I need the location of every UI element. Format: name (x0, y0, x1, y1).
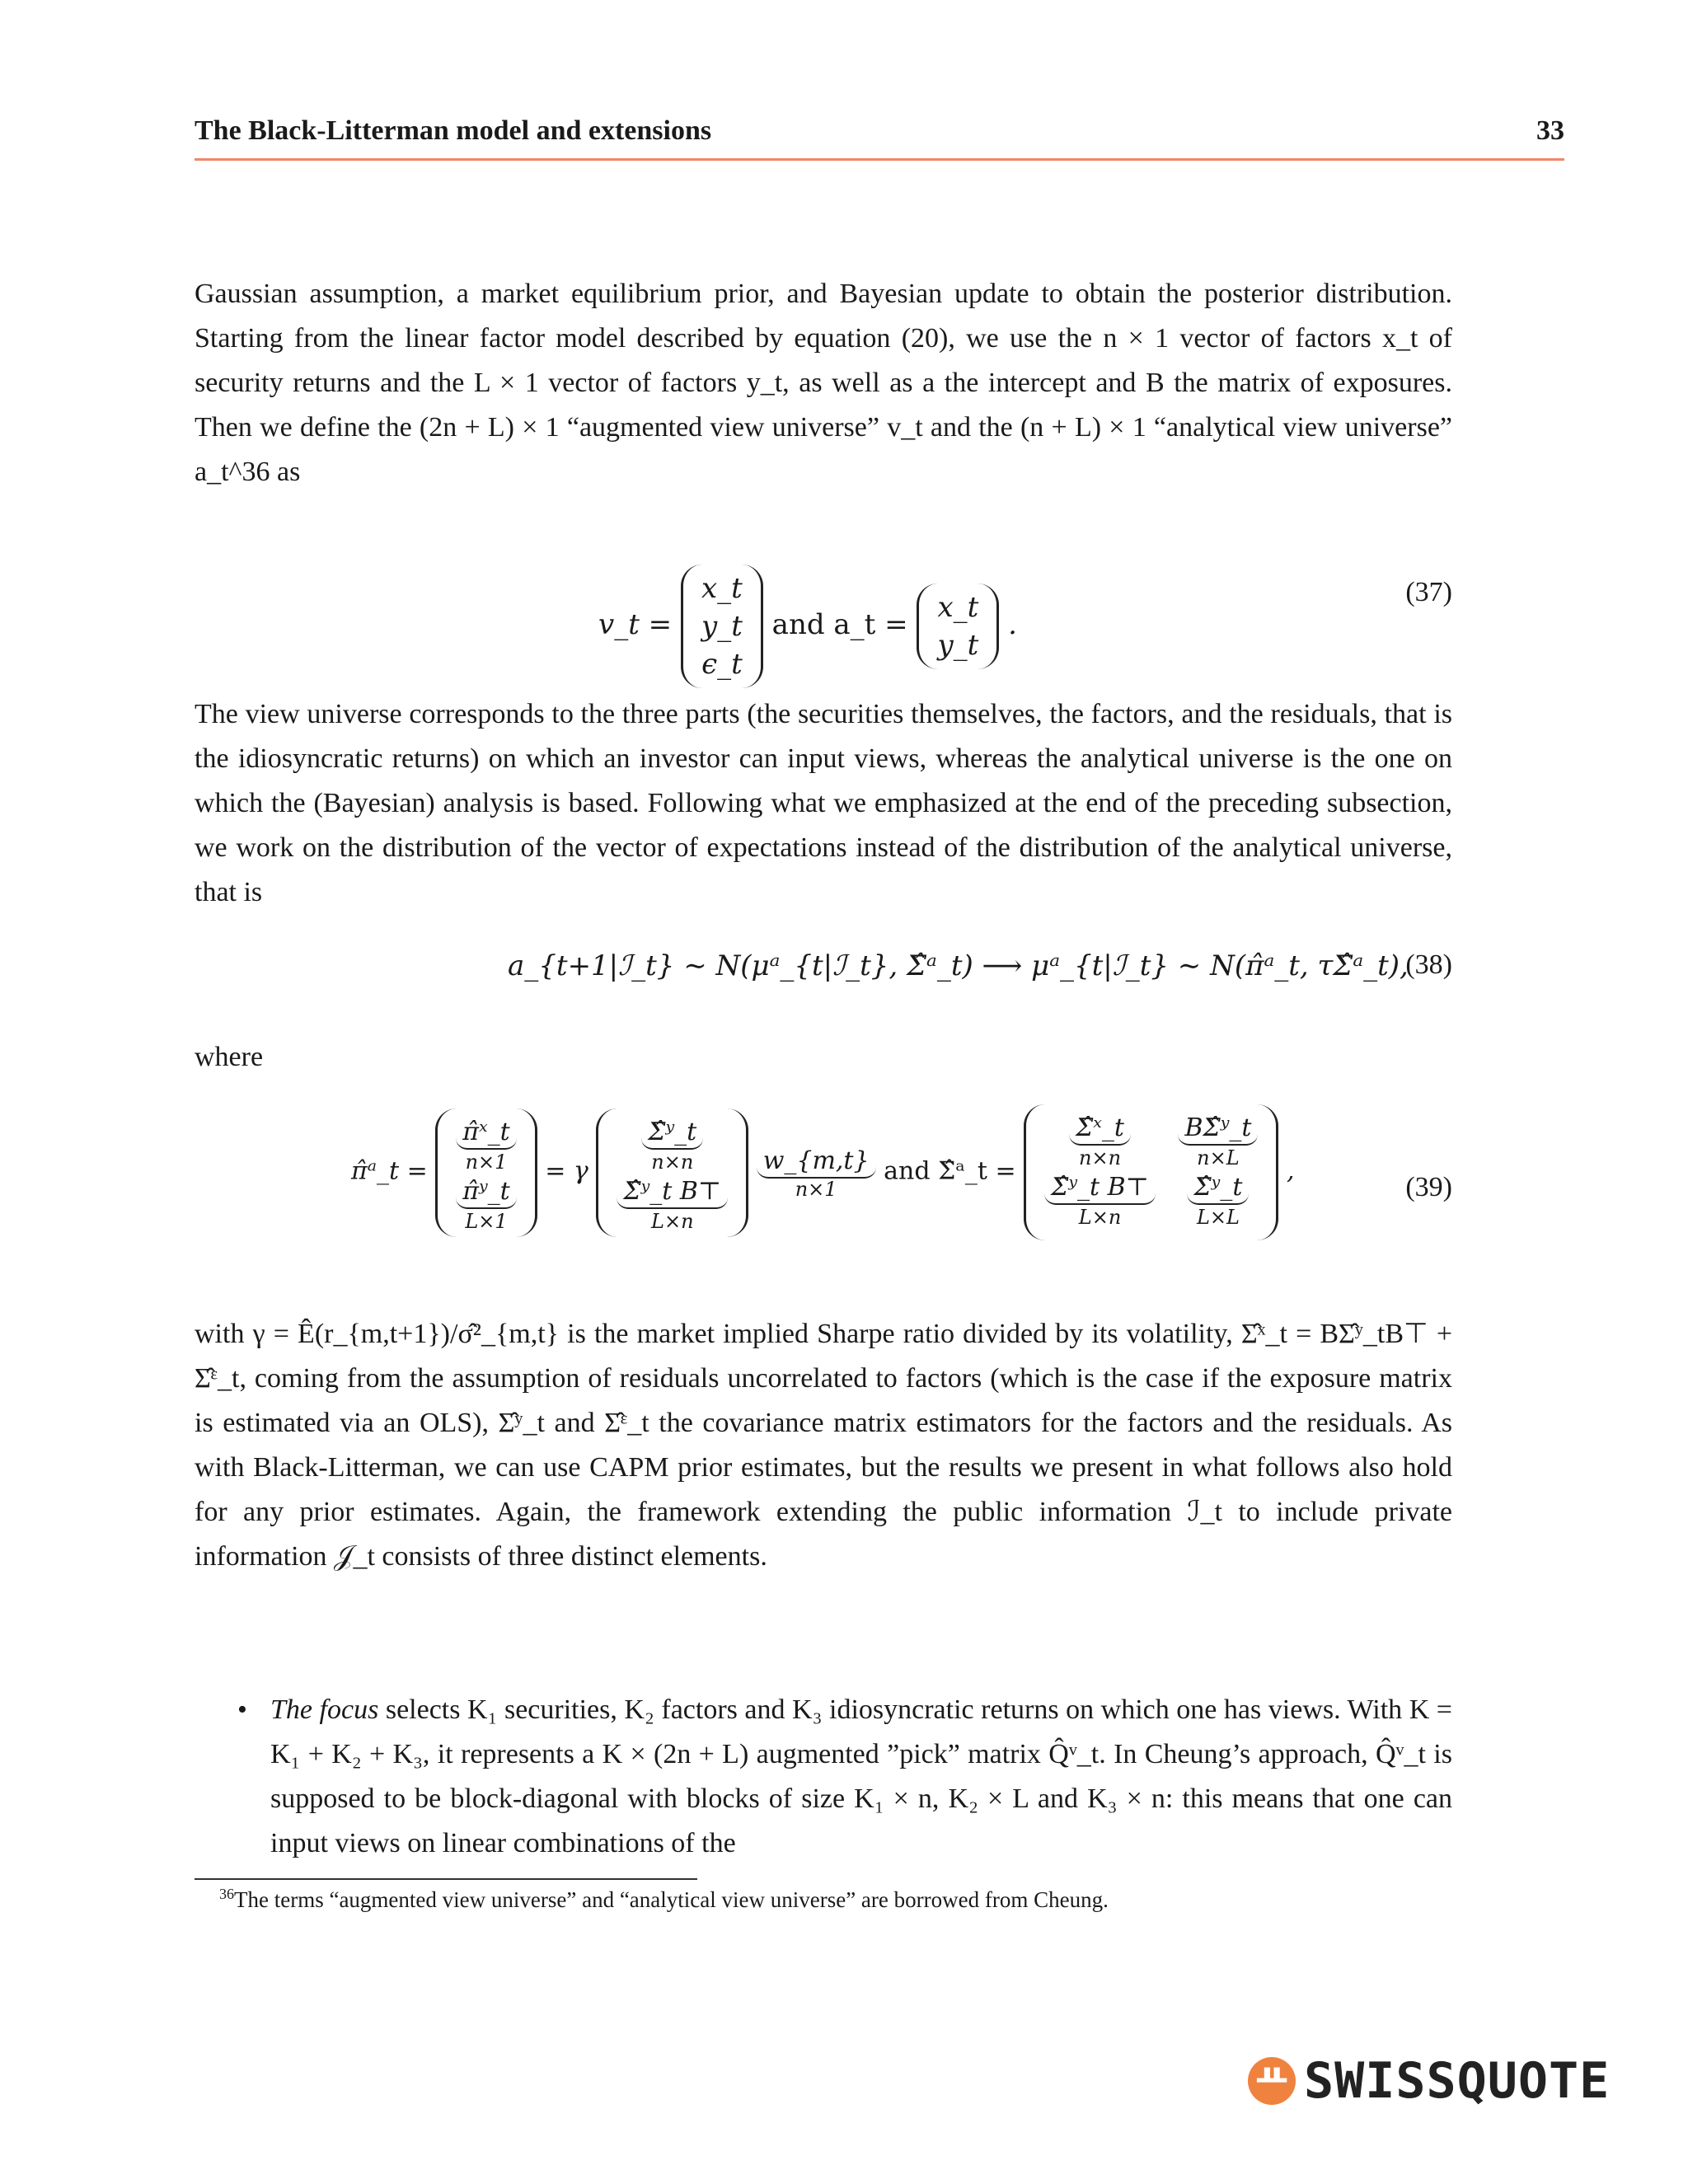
logo-mark-glyph: ᚇ (1257, 2060, 1287, 2097)
eq39-sigma-label: L×n (651, 1209, 694, 1233)
eq37-v-entry: x_t (701, 572, 743, 605)
eq39-end: , (1286, 1156, 1295, 1186)
eq39-w-label: n×1 (795, 1177, 837, 1201)
paragraph-1 (195, 272, 1452, 494)
eq37-end: . (1008, 608, 1017, 641)
eq39-gamma: = γ (545, 1156, 588, 1186)
running-title: The Black-Litterman model and extensions (195, 115, 712, 146)
eq39-big-entry: Σ̂ˣ_t (1069, 1113, 1131, 1146)
eq39-big-entry: Σ̂ʸ_t (1187, 1172, 1249, 1205)
eq39-big-col (1044, 1109, 1156, 1228)
eq39-big-label: L×n (1078, 1206, 1122, 1229)
eq39-big-entry: Σ̂ʸ_t B⊤ (1044, 1172, 1156, 1205)
eq37-v-lhs: v_t = (598, 608, 673, 641)
eq39-sigma-entry: Σ̂ʸ_t B⊤ (617, 1176, 728, 1209)
page-header (195, 115, 1564, 161)
bullet-list (195, 1688, 1452, 1866)
equation-39 (195, 1096, 1452, 1286)
eq38-body: a_{t+1|ℐ_t} ∼ N(μᵃ_{t|ℐ_t}, Σ̂ᵃ_t) ⟶ μᵃ_{t|ℐ_t} ∼ N(π̂ᵃ_t, τΣ̂ᵃ_t), (508, 949, 1409, 982)
footnote (219, 1886, 1109, 1913)
swissquote-mark-icon (1248, 2057, 1296, 2105)
eq39-big-label: n×n (1079, 1146, 1122, 1169)
eq39-sigma-vector (596, 1108, 748, 1237)
eq37-v-vector (681, 565, 763, 688)
eq39-number: (39) (1405, 1172, 1452, 1202)
eq39-sigma-label: n×n (651, 1150, 694, 1174)
swissquote-logo (1248, 2052, 1610, 2110)
eq39-pi-entry: π̂ʸ_t (456, 1176, 516, 1209)
eq37-body (598, 565, 1017, 688)
eq39-and: and Σ̂ᵃ_t = (884, 1156, 1016, 1186)
eq39-big-entry: BΣ̂ʸ_t (1178, 1113, 1258, 1146)
logo-wordmark: SWISSQUOTE (1304, 2052, 1611, 2110)
footnote-text: The terms “augmented view universe” and “analytical view universe” are borrowed from Cheung. (234, 1887, 1109, 1912)
eq37-v-entry: y_t (701, 610, 743, 643)
eq39-big-label: n×L (1197, 1146, 1240, 1169)
eq37-and: and a_t = (771, 608, 908, 641)
paragraph-3 (195, 1035, 1452, 1080)
eq39-pi-lhs: π̂ᵃ_t = (351, 1156, 428, 1186)
eq38-number: (38) (1405, 949, 1452, 980)
eq39-pi-vector (435, 1108, 537, 1237)
eq37-a-entry: x_t (937, 591, 979, 624)
eq39-body (351, 1104, 1295, 1240)
eq39-big-label: L×L (1196, 1206, 1240, 1229)
paragraph-1-text: Gaussian assumption, a market equilibrium prior, and Bayesian update to obtain the posterior distribution. Starting from the linear factor model described by equation (20), we use the n × 1 vector of factors x_t of security returns and the L × 1 vector of factors y_t, as well as a the intercept and B the matrix of exposures. Then we define the (2n + L) × 1 “augmented view universe” v_t and the (n + L) × 1 “analytical view universe” a_t^36 as (195, 279, 1452, 487)
paragraph-2-text: The view universe corresponds to the three parts (the securities themselves, the factors, and the residuals, that is the idiosyncratic returns) on which an investor can input views, whereas the analytical universe is the one on which the (Bayesian) analysis is based. Following what we emphasized at the end of the preceding subsection, we work on the distribution of the vector of expectations instead of the distribution of the analytical universe, that is (195, 699, 1452, 907)
eq37-a-vector (917, 583, 999, 669)
eq39-big-matrix (1024, 1104, 1278, 1240)
footnote-rule (195, 1878, 697, 1880)
eq39-big-col (1178, 1109, 1258, 1228)
eq39-sigma-entry: Σ̂ʸ_t (641, 1117, 703, 1150)
eq37-a-entry: y_t (937, 629, 979, 662)
eq39-pi-label: n×1 (465, 1150, 508, 1174)
bullet-text: selects K₁ securities, K₂ factors and K₃ idiosyncratic returns on which one has views. With K = K₁ + K₂ + K₃, it represents a K × (2n + L) augmented ”pick” matrix Q̂ᵛ_t. In Cheung’s approach, Q̂ᵛ_t is supposed to be block-diagonal with blocks of size K₁ × n, K₂ × L and K₃ × n: this means that one can input views on linear combinations of the (270, 1694, 1452, 1858)
eq39-pi-entry: π̂ˣ_t (456, 1117, 516, 1150)
equation-38 (195, 949, 1452, 999)
eq37-number: (37) (1405, 577, 1452, 607)
paragraph-2 (195, 692, 1452, 915)
bullet-dot-icon: • (237, 1694, 247, 1725)
footnote-number: 36 (219, 1886, 234, 1902)
eq39-w-entry: w_{m,t} (757, 1146, 876, 1179)
eq39-w (757, 1146, 876, 1200)
eq37-v-entry: ϵ_t (701, 648, 743, 681)
page-number: 33 (1536, 115, 1564, 146)
bullet-item-focus (195, 1688, 1452, 1866)
bullet-lead: The focus (270, 1694, 379, 1725)
paragraph-4-text: with γ = Ê(r_{m,t+1})/σ̂²_{m,t} is the market implied Sharpe ratio divided by its volatility, Σ̂ˣ_t = BΣ̂ʸ_tB⊤ + Σ̂ᵋ_t, coming from the assumption of residuals uncorrelated to factors (which is the case if the exposure matrix is estimated via an OLS), Σ̂ʸ_t and Σ̂ᵋ_t the covariance matrix estimators for the factors and the residuals. As with Black-Litterman, we can use CAPM prior estimates, but the results we present in what follows also hold for any prior estimates. Again, the framework extending the public information ℐ_t to include private information 𝒥_t consists of three distinct elements. (195, 1319, 1452, 1572)
paragraph-4 (195, 1312, 1452, 1579)
eq39-pi-label: L×1 (465, 1209, 508, 1233)
paragraph-3-text: where (195, 1042, 264, 1072)
equation-37 (195, 527, 1452, 681)
